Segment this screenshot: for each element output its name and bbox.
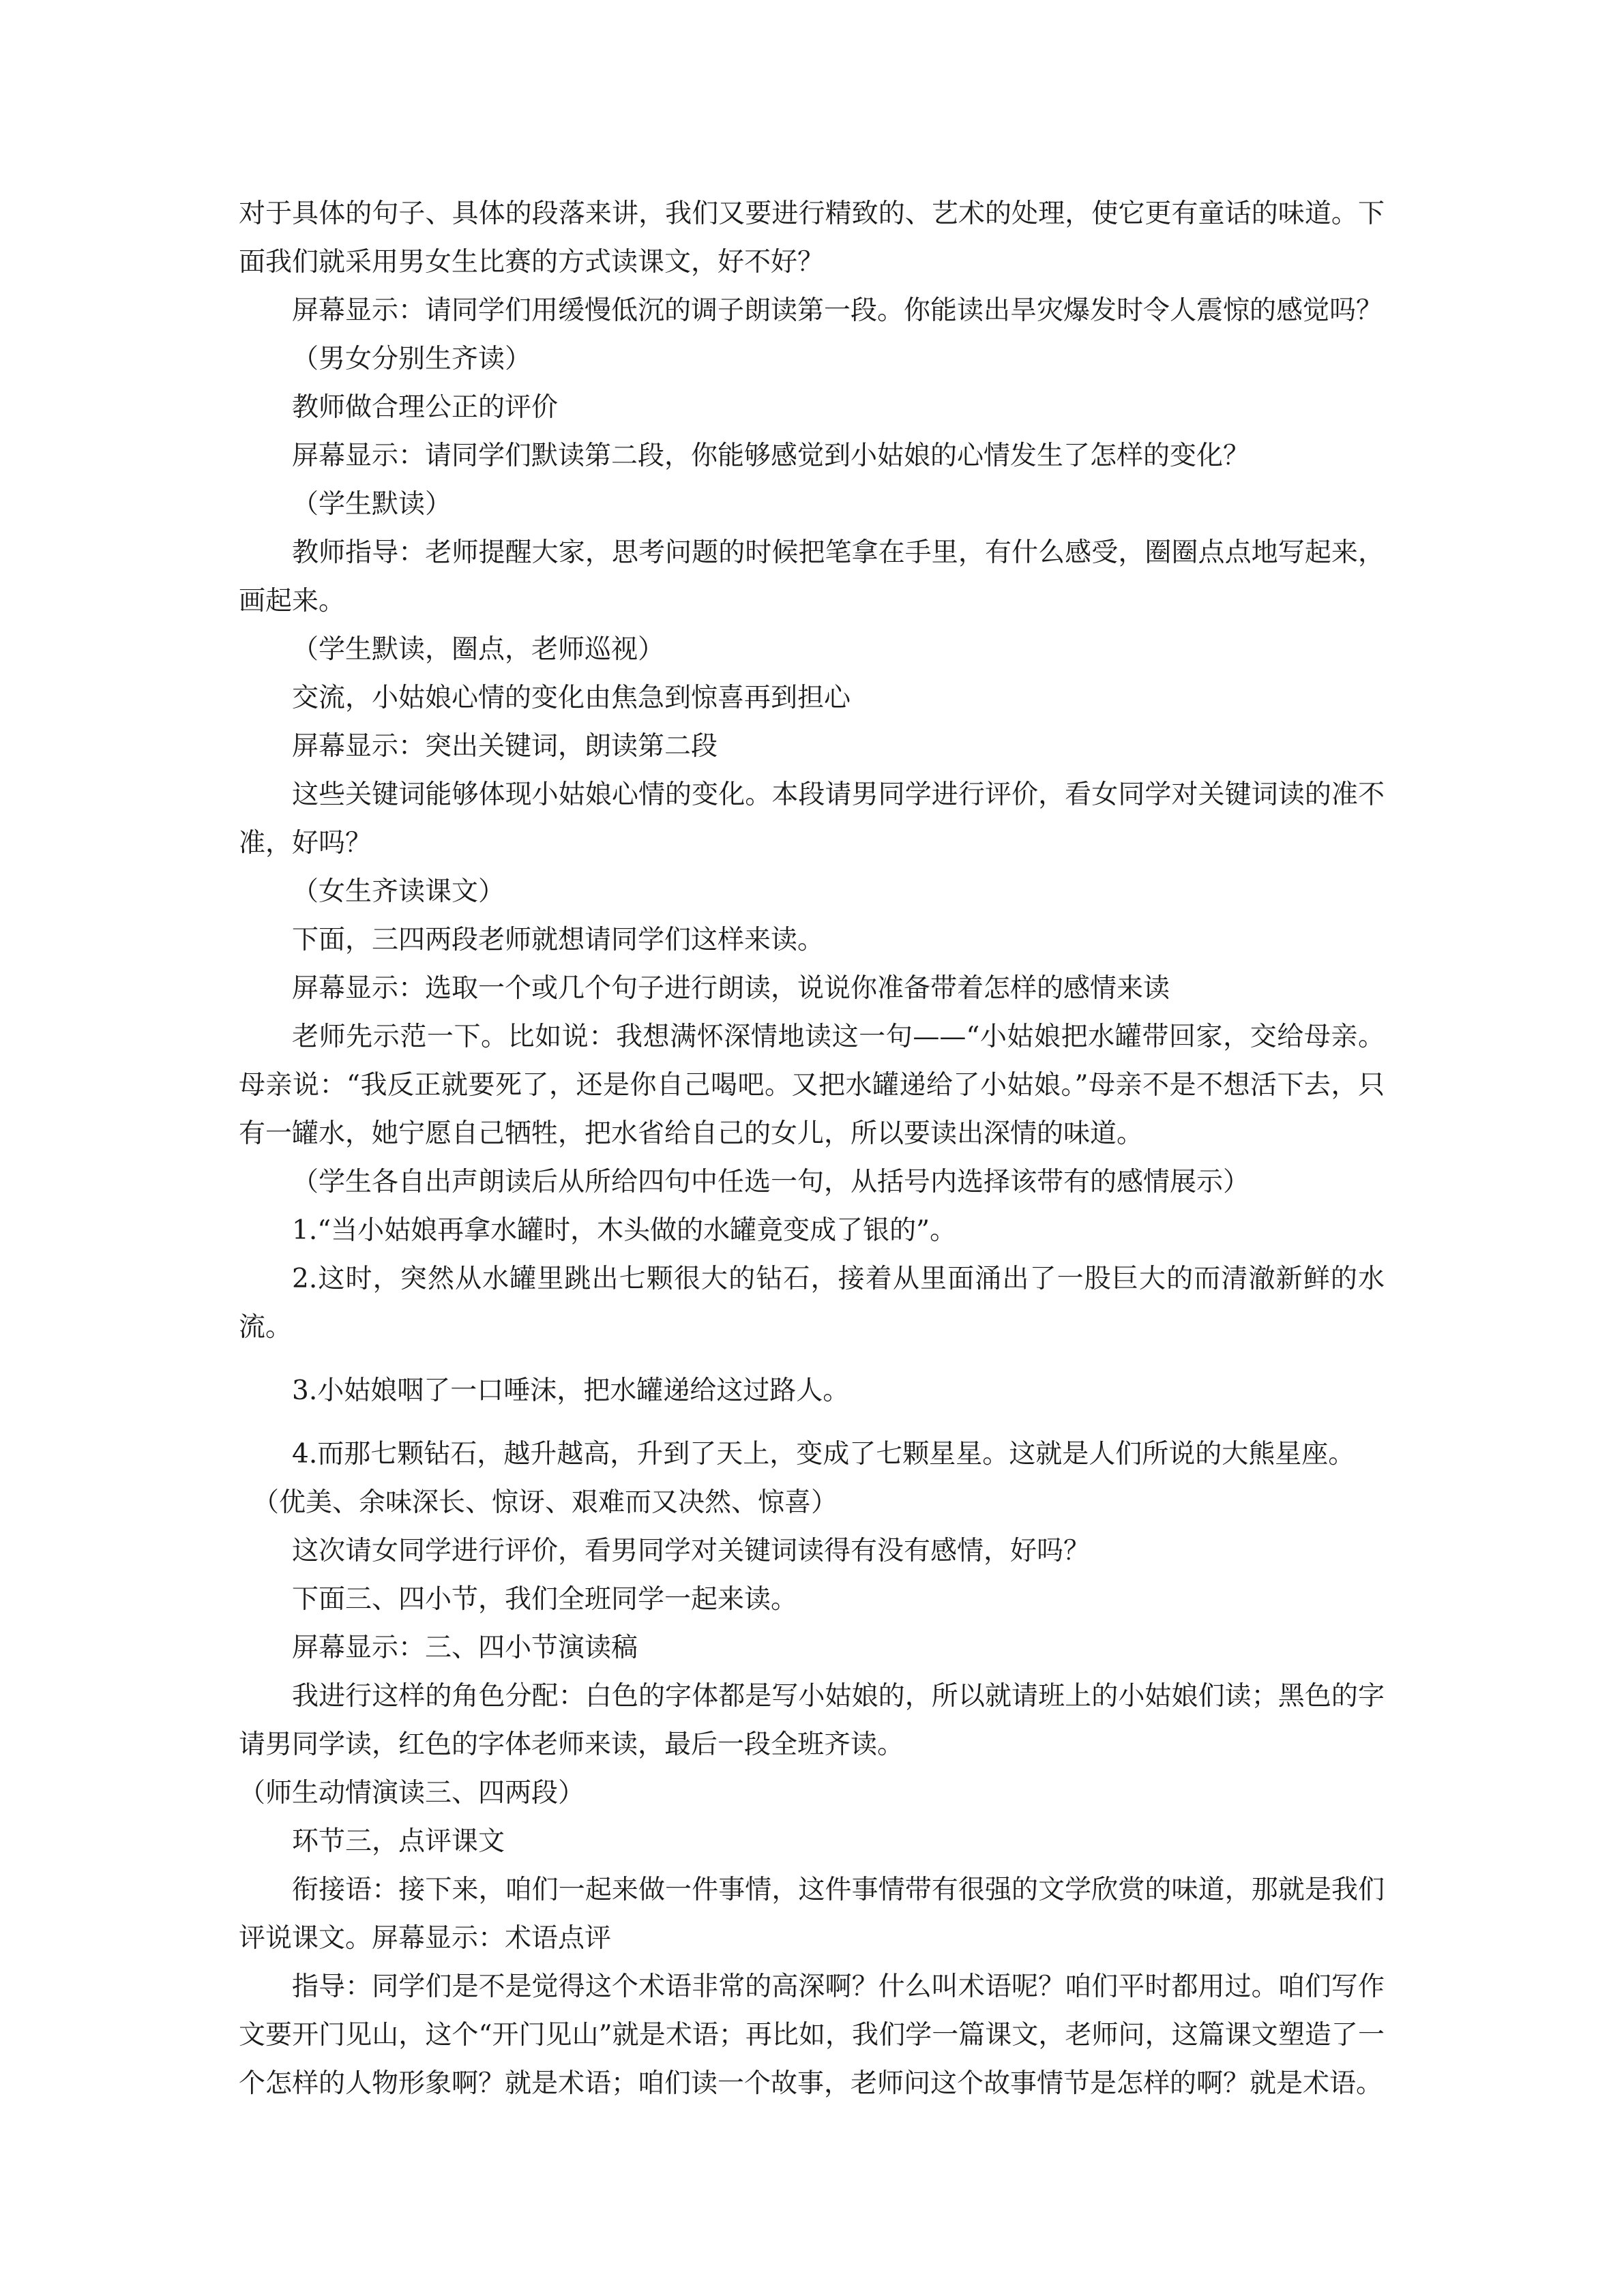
paragraph: 屏幕显示：突出关键词，朗读第二段 [292, 731, 718, 762]
paragraph: 下面，三四两段老师就想请同学们这样来读。 [292, 925, 825, 955]
paragraph: 衔接语：接下来，咱们一起来做一件事情，这件事情带有很强的文学欣赏的味道，那就是我们评说课文。屏幕显示：术语点评 [239, 1875, 1385, 1954]
paragraph: 教师指导：老师提醒大家，思考问题的时候把笔拿在手里，有什么感受，圈圈点点地写起来，画起来。 [239, 537, 1385, 616]
paragraph: 教师做合理公正的评价 [292, 392, 559, 423]
paragraph: 屏幕显示：选取一个或几个句子进行朗读，说说你准备带着怎样的感情来读 [292, 973, 1170, 1004]
paragraph: 这次请女同学进行评价，看男同学对关键词读得有没有感情，好吗？ [292, 1536, 1091, 1566]
document-body [239, 190, 1385, 2108]
list-item: 1.“当小姑娘再拿水罐时，木头做的水罐竟变成了银的”。 [292, 1215, 957, 1246]
paragraph: 我进行这样的角色分配：白色的字体都是写小姑娘的，所以就请班上的小姑娘们读；黑色的字请男同学读，红色的字体老师来读，最后一段全班齐读。 [239, 1681, 1385, 1760]
list-item: 2.这时，突然从水罐里跳出七颗很大的钻石，接着从里面涌出了一股巨大的而清澈新鲜的水流。 [239, 1264, 1385, 1343]
paragraph: （男女分别生齐读） [292, 344, 532, 374]
paragraph: （师生动情演读三、四两段） [239, 1778, 585, 1808]
paragraph: （学生默读，圈点，老师巡视） [292, 634, 665, 665]
paragraph: 对于具体的句子、具体的段落来讲，我们又要进行精致的、艺术的处理，使它更有童话的味道。下面我们就采用男女生比赛的方式读课文，好不好？ [239, 198, 1385, 278]
list-item: 4.而那七颗钻石，越升越高，升到了天上，变成了七颗星星。这就是人们所说的大熊星座。 [292, 1439, 1355, 1470]
paragraph: （优美、余味深长、惊讶、艰难而又决然、惊喜） [252, 1487, 838, 1518]
paragraph: 屏幕显示：请同学们默读第二段，你能够感觉到小姑娘的心情发生了怎样的变化？ [292, 441, 1250, 471]
paragraph: 下面三、四小节，我们全班同学一起来读。 [292, 1584, 798, 1615]
paragraph: （女生齐读课文） [292, 876, 505, 907]
paragraph: 屏幕显示：请同学们用缓慢低沉的调子朗读第一段。你能读出旱灾爆发时令人震惊的感觉吗？ [292, 295, 1383, 326]
paragraph: 屏幕显示：三、四小节演读稿 [292, 1632, 638, 1663]
paragraph: （学生各自出声朗读后从所给四句中任选一句，从括号内选择该带有的感情展示） [292, 1167, 1250, 1197]
paragraph: 这些关键词能够体现小姑娘心情的变化。本段请男同学进行评价，看女同学对关键词读的准不准，好吗？ [239, 779, 1385, 859]
section-heading: 环节三，点评课文 [292, 1826, 505, 1857]
paragraph: 老师先示范一下。比如说：我想满怀深情地读这一句——“小姑娘把水罐带回家，交给母亲。母亲说：“我反正就要死了，还是你自己喝吧。又把水罐递给了小姑娘。”母亲不是不想活下去，只有一罐水，她宁愿自己牺牲，把水省给自己的女儿，所以要读出深情的味道。 [239, 1022, 1385, 1149]
paragraph: 指导：同学们是不是觉得这个术语非常的高深啊？什么叫术语呢？咱们平时都用过。咱们写作文要开门见山，这个“开门见山”就是术语；再比如，我们学一篇课文，老师问，这篇课文塑造了一个怎样的人物形象啊？就是术语；咱们读一个故事，老师问这个故事情节是怎样的啊？就是术语。 [239, 1971, 1385, 2099]
paragraph: 交流，小姑娘心情的变化由焦急到惊喜再到担心 [292, 683, 851, 713]
paragraph: （学生默读） [292, 489, 452, 520]
list-item: 3.小姑娘咽了一口唾沫，把水罐递给这过路人。 [292, 1375, 850, 1406]
